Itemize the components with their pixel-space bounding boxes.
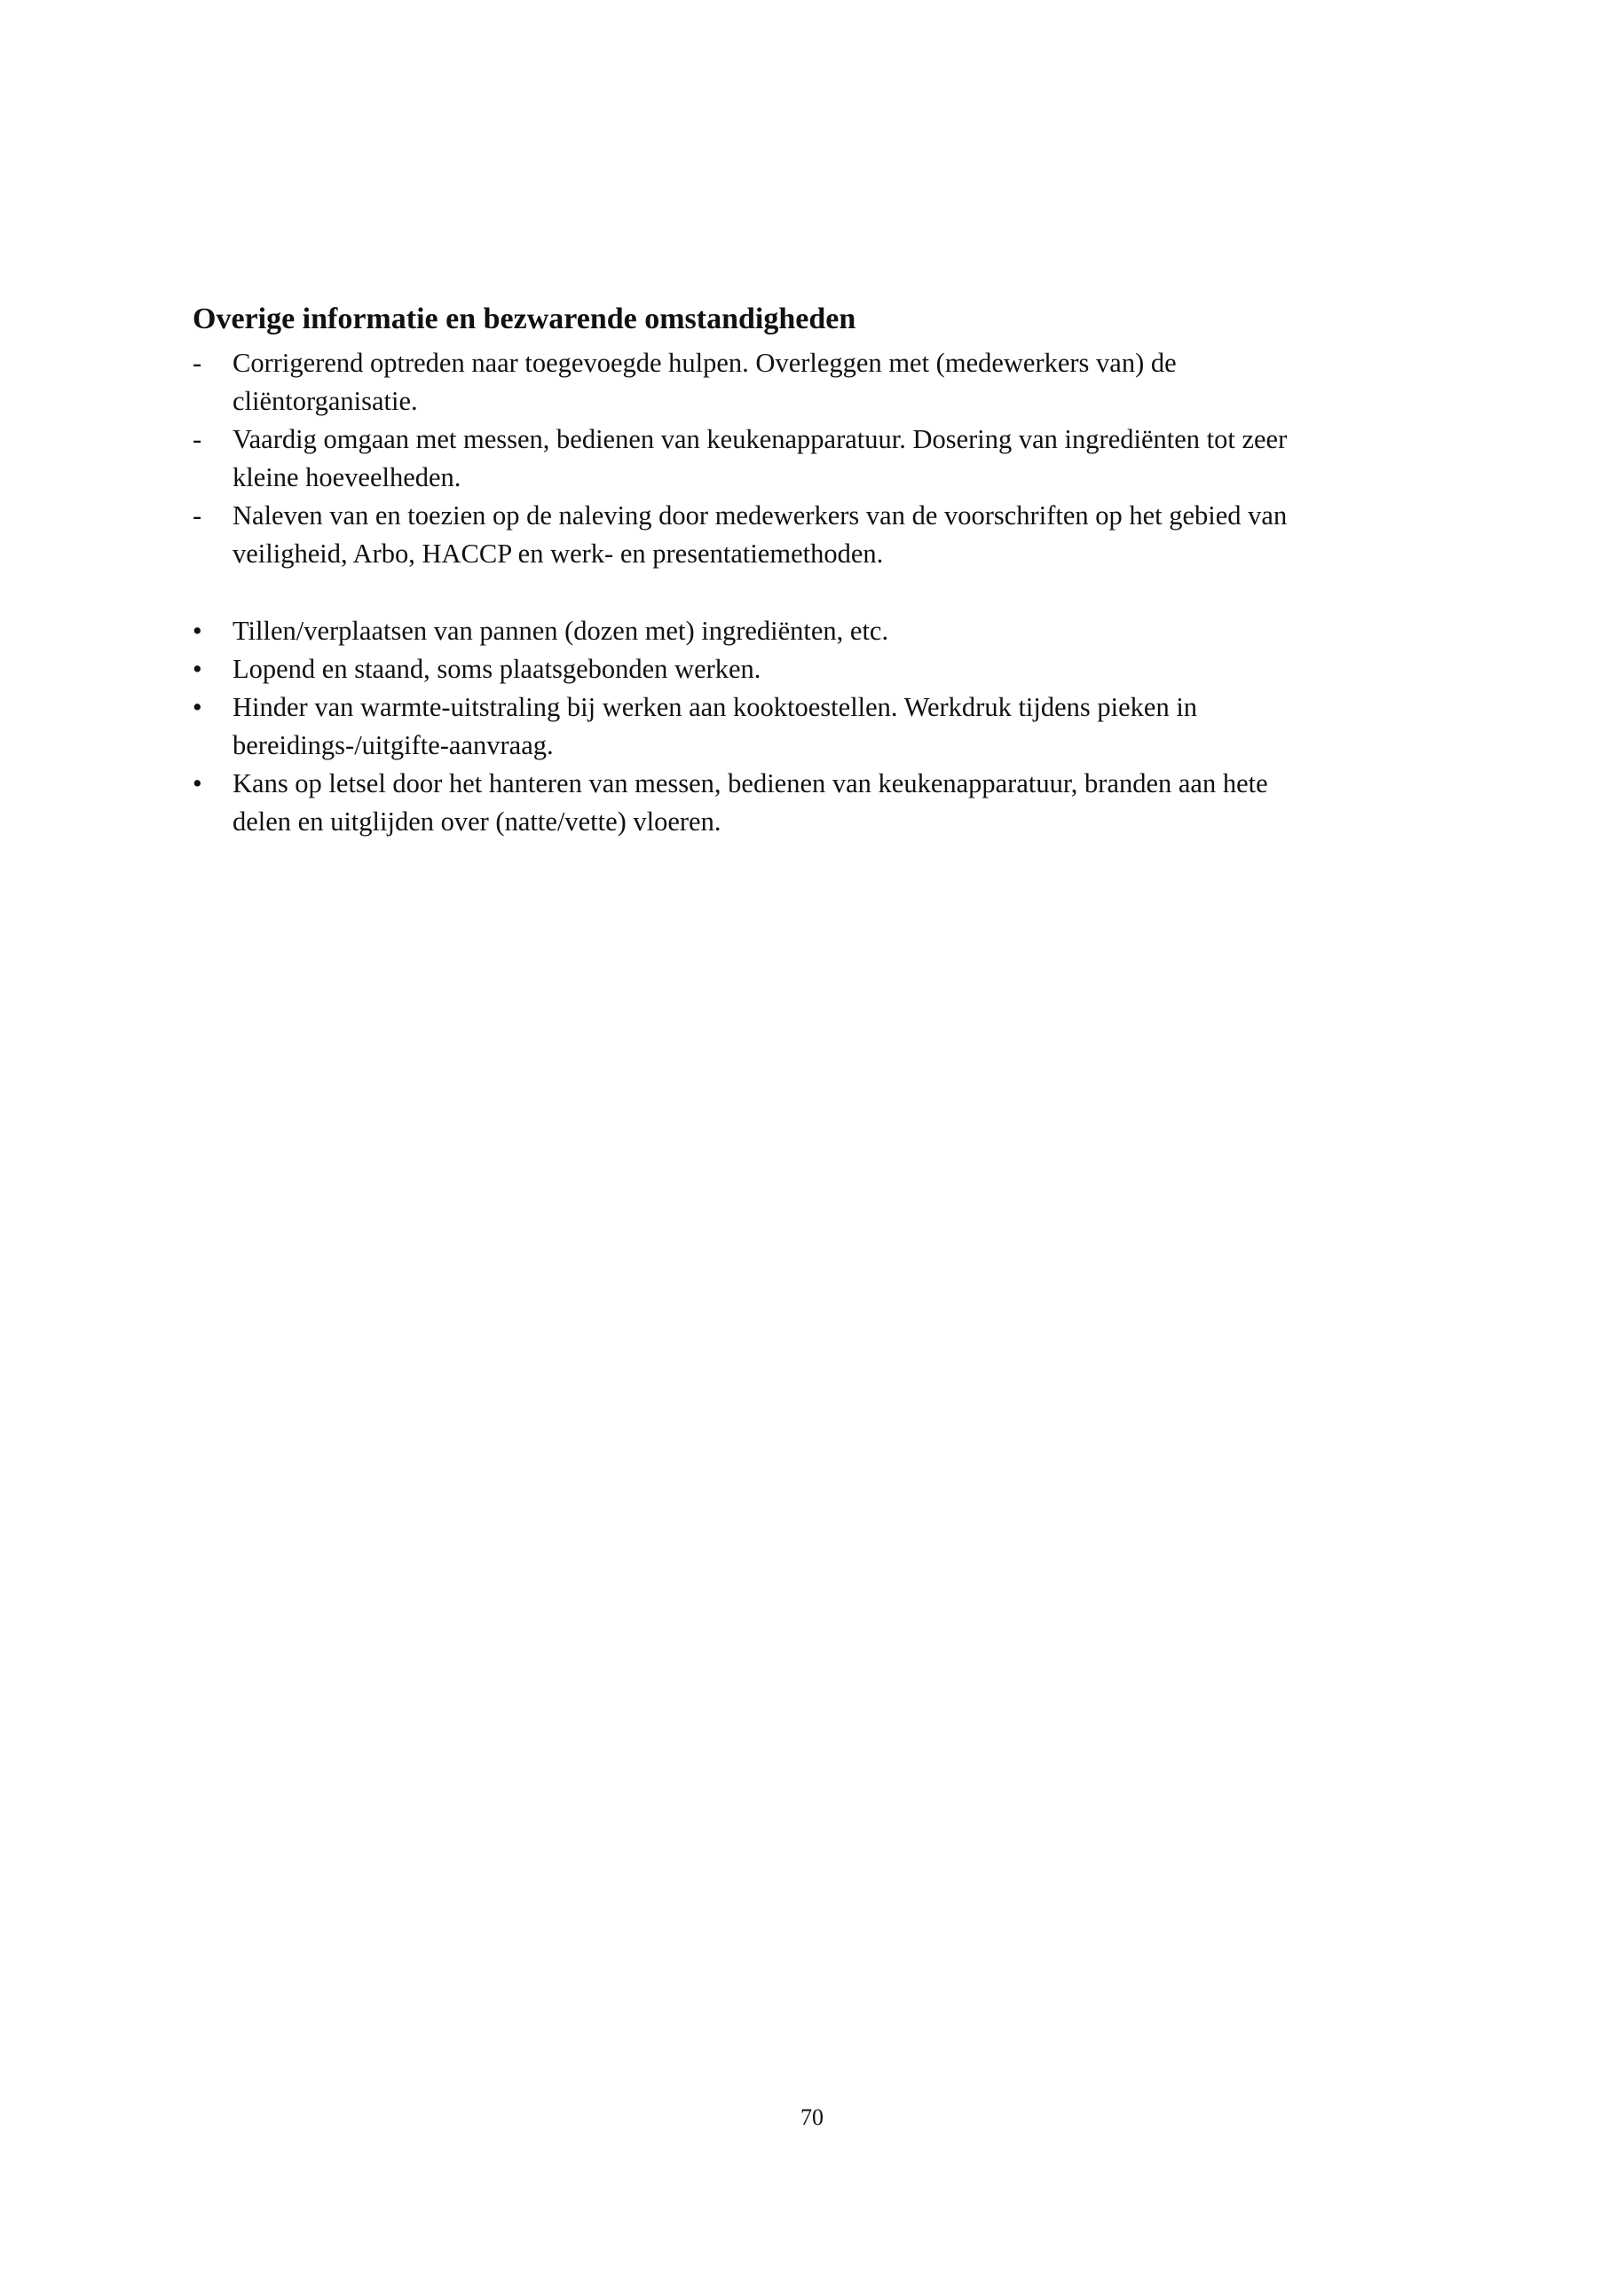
dash-list-item — [193, 421, 1435, 497]
bullet-item-text: Hinder van warmte-uitstraling bij werken aan kooktoestellen. Werkdruk tijdens pieken in bereidings-/uitgifte-aanvraag. — [233, 692, 1198, 760]
dash-marker: - — [193, 500, 202, 531]
dash-marker: - — [193, 348, 202, 378]
page-content — [193, 298, 1435, 841]
dash-item-text: Naleven van en toezien op de naleving door medewerkers van de voorschriften op het gebied van veiligheid, Arbo, HACCP en werk- en presentatiemethoden. — [233, 500, 1288, 569]
bullet-item-text: Tillen/verplaatsen van pannen (dozen met) ingrediënten, etc. — [233, 616, 889, 646]
dash-list-item — [193, 344, 1435, 421]
bullet-list-item — [193, 612, 1435, 650]
dash-marker: - — [193, 424, 202, 454]
bullet-list-item — [193, 688, 1435, 765]
section-heading: Overige informatie en bezwarende omstandigheden — [193, 303, 856, 335]
dash-item-text: Corrigerend optreden naar toegevoegde hulpen. Overleggen met (medewerkers van) de cliëntorganisatie. — [233, 348, 1177, 416]
bullet-marker: • — [193, 616, 202, 646]
page-number: 70 — [800, 2104, 824, 2130]
dash-list — [193, 344, 1435, 573]
dash-item-text: Vaardig omgaan met messen, bedienen van keukenapparatuur. Dosering van ingrediënten tot zeer kleine hoeveelheden. — [233, 424, 1288, 492]
bullet-list — [193, 612, 1435, 841]
list-spacer — [193, 573, 1435, 612]
bullet-list-item — [193, 765, 1435, 841]
bullet-item-text: Kans op letsel door het hanteren van messen, bedienen van keukenapparatuur, branden aan hete delen en uitglijden over (natte/vette) vloeren. — [233, 768, 1268, 837]
dash-list-item — [193, 497, 1435, 573]
bullet-list-item — [193, 650, 1435, 688]
bullet-marker: • — [193, 768, 202, 798]
bullet-marker: • — [193, 692, 202, 722]
bullet-item-text: Lopend en staand, soms plaatsgebonden werken. — [233, 654, 761, 684]
bullet-marker: • — [193, 654, 202, 684]
